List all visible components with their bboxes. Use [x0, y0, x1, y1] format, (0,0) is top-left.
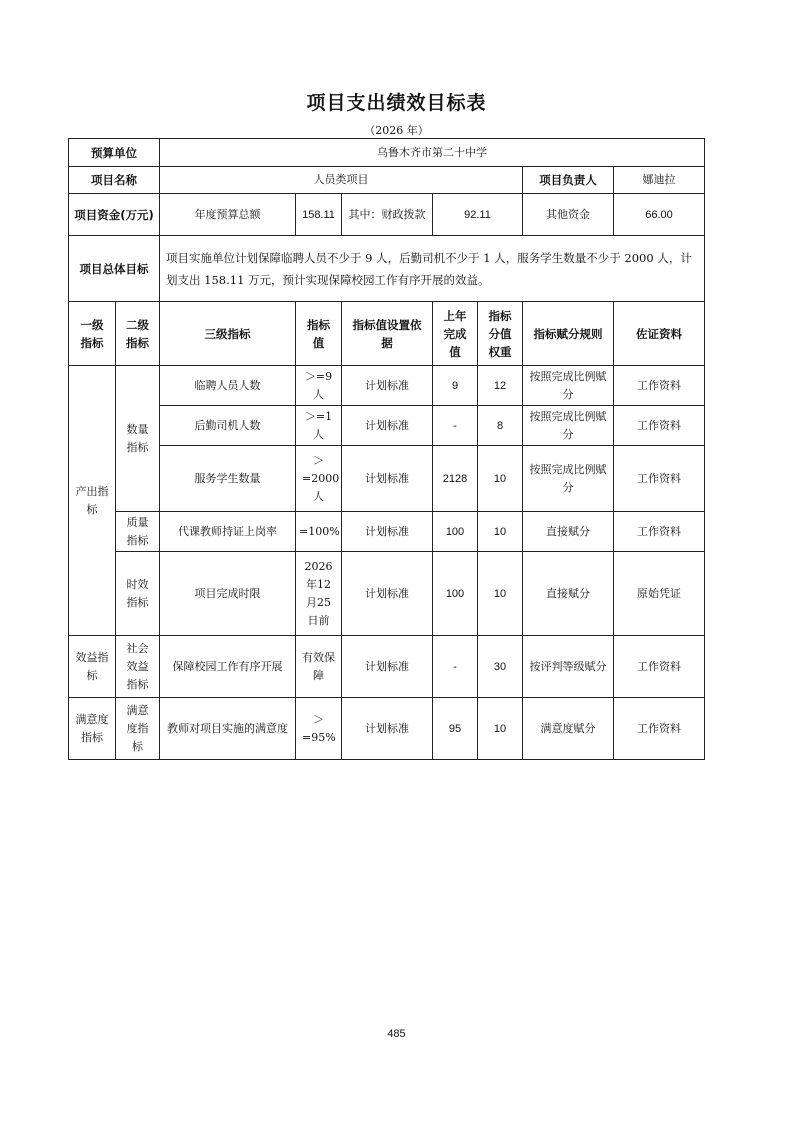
row-l3: 后勤司机人数 — [160, 406, 296, 446]
other-funds-label: 其他资金 — [546, 208, 590, 221]
row-basis: 计划标准 — [342, 512, 433, 552]
row-value: 2026年12月25日前 — [296, 552, 342, 636]
row-basis: 计划标准 — [342, 636, 433, 698]
row-l3: 项目完成时限 — [160, 552, 296, 636]
row-prev: 2128 — [433, 446, 478, 512]
row-prev: 100 — [433, 512, 478, 552]
row-evidence: 工作资料 — [614, 698, 705, 760]
row-rule: 满意度赋分 — [523, 698, 614, 760]
project-name-value: 人员类项目 — [160, 167, 523, 194]
level1-satisfaction: 满意度指标 — [69, 698, 116, 760]
row-value: 有效保障 — [296, 636, 342, 698]
column-header-row — [69, 302, 705, 366]
budget-unit-row — [69, 139, 705, 167]
table-row — [69, 512, 705, 552]
row-basis: 计划标准 — [342, 698, 433, 760]
performance-table — [68, 138, 705, 760]
row-weight: 30 — [478, 636, 523, 698]
level1-output: 产出指标 — [69, 366, 116, 636]
row-weight: 10 — [478, 512, 523, 552]
level2-timeliness: 时效指标 — [116, 552, 160, 636]
row-basis: 计划标准 — [342, 406, 433, 446]
col-header-rule: 指标赋分规则 — [523, 302, 614, 366]
project-leader-value: 娜迪拉 — [614, 167, 705, 194]
row-rule: 直接赋分 — [523, 552, 614, 636]
overall-goal-text: 项目实施单位计划保障临聘人员不少于 9 人，后勤司机不少于 1 人，服务学生数量不少于 2000 人，计划支出 158.11 万元，预计实现保障校园工作有序开展的效益。 — [160, 236, 705, 302]
level2-satisfaction: 满意度指标 — [116, 698, 160, 760]
project-leader-label: 项目负责人 — [523, 167, 614, 194]
row-basis: 计划标准 — [342, 552, 433, 636]
annual-budget-value: 158.11 — [296, 194, 342, 236]
fiscal-label: 其中：财政拨款 — [342, 194, 433, 236]
col-header-value: 指标值 — [296, 302, 342, 366]
project-name-label: 项目名称 — [69, 167, 160, 194]
funds-label: 项目资金(万元) — [69, 194, 160, 236]
row-rule: 按照完成比例赋分 — [523, 366, 614, 406]
table-row — [69, 636, 705, 698]
row-weight: 10 — [478, 552, 523, 636]
row-evidence: 工作资料 — [614, 366, 705, 406]
row-prev: 9 — [433, 366, 478, 406]
row-weight: 10 — [478, 698, 523, 760]
row-prev: 95 — [433, 698, 478, 760]
row-rule: 直接赋分 — [523, 512, 614, 552]
col-header-level1: 一级指标 — [69, 302, 116, 366]
budget-unit-label: 预算单位 — [69, 139, 160, 167]
row-rule: 按照完成比例赋分 — [523, 406, 614, 446]
level2-social-benefit: 社会效益指标 — [116, 636, 160, 698]
row-value: ＞=95% — [296, 698, 342, 760]
row-l3: 代课教师持证上岗率 — [160, 512, 296, 552]
overall-goal-label: 项目总体目标 — [69, 236, 160, 302]
row-evidence: 工作资料 — [614, 406, 705, 446]
row-l3: 保障校园工作有序开展 — [160, 636, 296, 698]
table-row — [69, 552, 705, 636]
row-prev: 100 — [433, 552, 478, 636]
row-value: ＞=1人 — [296, 406, 342, 446]
overall-goal-row — [69, 236, 705, 302]
col-header-basis: 指标值设置依据 — [342, 302, 433, 366]
table-row — [69, 446, 705, 512]
row-rule: 按评判等级赋分 — [523, 636, 614, 698]
other-funds-amount: 66.00 — [614, 194, 705, 236]
row-weight: 10 — [478, 446, 523, 512]
level2-quality: 质量指标 — [116, 512, 160, 552]
year-subtitle: （2026 年） — [364, 124, 429, 137]
table-row — [69, 698, 705, 760]
page-title: 项目支出绩效目标表 — [306, 92, 487, 114]
page-number: 485 — [387, 1028, 406, 1040]
col-header-weight: 指标分值权重 — [478, 302, 523, 366]
level2-quantity: 数量指标 — [116, 366, 160, 512]
row-value: ＞=2000人 — [296, 446, 342, 512]
row-rule: 按照完成比例赋分 — [523, 446, 614, 512]
col-header-level3: 三级指标 — [160, 302, 296, 366]
row-value: =100% — [296, 512, 342, 552]
col-header-evidence: 佐证资料 — [614, 302, 705, 366]
col-header-prev: 上年完成值 — [433, 302, 478, 366]
row-value: ＞=9人 — [296, 366, 342, 406]
row-weight: 12 — [478, 366, 523, 406]
row-evidence: 工作资料 — [614, 446, 705, 512]
row-l3: 教师对项目实施的满意度 — [160, 698, 296, 760]
table-row — [69, 406, 705, 446]
row-prev: - — [433, 406, 478, 446]
row-l3: 临聘人员人数 — [160, 366, 296, 406]
row-evidence: 原始凭证 — [614, 552, 705, 636]
other-funds-value — [523, 194, 614, 236]
row-weight: 8 — [478, 406, 523, 446]
project-name-row — [69, 167, 705, 194]
row-evidence: 工作资料 — [614, 636, 705, 698]
level1-benefit: 效益指标 — [69, 636, 116, 698]
row-basis: 计划标准 — [342, 446, 433, 512]
table-row — [69, 366, 705, 406]
row-prev: - — [433, 636, 478, 698]
annual-budget-label: 年度预算总额 — [160, 194, 296, 236]
row-basis: 计划标准 — [342, 366, 433, 406]
funds-row — [69, 194, 705, 236]
row-l3: 服务学生数量 — [160, 446, 296, 512]
fiscal-value: 92.11 — [433, 194, 523, 236]
col-header-level2: 二级指标 — [116, 302, 160, 366]
budget-unit-value: 乌鲁木齐市第二十中学 — [160, 139, 705, 167]
row-evidence: 工作资料 — [614, 512, 705, 552]
